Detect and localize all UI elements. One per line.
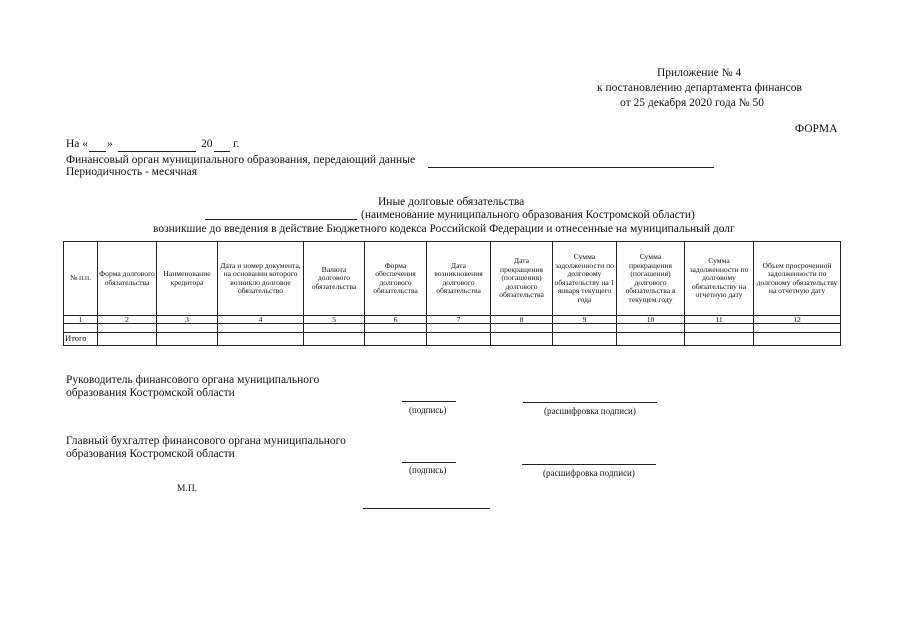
col-number: 4 (218, 316, 304, 324)
col-number: 9 (553, 316, 617, 324)
accountant-title-line2: образования Костромской области (66, 448, 235, 460)
table-cell[interactable] (617, 333, 685, 346)
year-prefix: 20 (201, 138, 213, 150)
col-header: Дата возникновения долгового обязательства (427, 242, 491, 316)
accountant-signature-line (402, 462, 456, 463)
head-title-line2: образования Костромской области (66, 387, 235, 399)
table-cell[interactable] (754, 333, 841, 346)
col-number: 8 (491, 316, 553, 324)
table-cell[interactable] (685, 333, 754, 346)
date-prefix: На « (66, 138, 89, 150)
table-total-row (64, 333, 841, 346)
table-cell[interactable] (754, 324, 841, 333)
head-title-line1: Руководитель финансового органа муниципального (66, 374, 320, 386)
fin-body-label: Финансовый орган муниципального образования, передающий данные (66, 154, 416, 166)
table-cell[interactable] (98, 333, 157, 346)
col-header: Объем просроченной задолженности по долговому обязательству на отчетную дату (754, 242, 841, 316)
table-cell[interactable] (427, 333, 491, 346)
table-cell[interactable] (365, 333, 427, 346)
col-number: 12 (754, 316, 841, 324)
table-cell[interactable] (685, 324, 754, 333)
table-header-row (64, 242, 841, 316)
table-cell[interactable] (553, 324, 617, 333)
municipality-caption: (наименование муниципального образования Костромской области) (361, 209, 695, 221)
col-header: Наименование кредитора (157, 242, 218, 316)
table-cell[interactable] (553, 333, 617, 346)
col-number: 7 (427, 316, 491, 324)
month-blank (118, 151, 196, 152)
table-cell[interactable] (491, 333, 553, 346)
appendix-line1: Приложение № 4 (657, 67, 742, 79)
doc-title: Иные долговые обязательства (378, 196, 525, 208)
col-number: 5 (304, 316, 365, 324)
col-header: Дата прекращения (погашения) долгового обязательства (491, 242, 553, 316)
head-sign-caption: (подпись) (409, 405, 447, 415)
date-mid: » (107, 138, 113, 150)
table-cell[interactable] (304, 324, 365, 333)
table-cell[interactable] (218, 324, 304, 333)
col-number: 1 (64, 316, 98, 324)
table-cell[interactable] (157, 324, 218, 333)
table-row (64, 324, 841, 333)
table-cell[interactable] (427, 324, 491, 333)
doc-subtitle: возникшие до введения в действие Бюджетного кодекса Российской Федерации и отнесенные на муниципальный долг (153, 223, 735, 235)
appendix-line3: от 25 декабря 2020 года № 50 (620, 97, 765, 109)
col-number: 2 (98, 316, 157, 324)
col-number: 11 (685, 316, 754, 324)
year-blank (214, 151, 230, 152)
accountant-sign-caption: (подпись) (409, 465, 447, 475)
table-cell[interactable] (218, 333, 304, 346)
table-cell[interactable] (365, 324, 427, 333)
municipality-blank (205, 219, 357, 220)
table-cell[interactable] (98, 324, 157, 333)
col-header: Форма долгового обязательства (98, 242, 157, 316)
table-cell[interactable] (304, 333, 365, 346)
accountant-title-line1: Главный бухгалтер финансового органа муниципального (66, 435, 346, 447)
col-header: № п.п. (64, 242, 98, 316)
debt-table (63, 241, 841, 346)
periodicity: Периодичность - месячная (66, 166, 198, 178)
table-number-row (64, 316, 841, 324)
accountant-decode-line (522, 464, 656, 465)
col-header: Сумма прекращения (погашения) долгового обязательства в текущем году (617, 242, 685, 316)
col-header: Дата и номер документа, на основании которого возникло долговое обязательство (218, 242, 304, 316)
col-header: Сумма задолженности по долговому обязательству на 1 января текущего года (553, 242, 617, 316)
table-cell[interactable] (64, 324, 98, 333)
appendix-line2: к постановлению департамента финансов (597, 82, 802, 94)
head-decode-line (523, 402, 657, 403)
form-label: ФОРМА (795, 123, 838, 135)
col-number: 10 (617, 316, 685, 324)
table-cell[interactable] (491, 324, 553, 333)
total-label: Итого (64, 333, 98, 346)
stamp-label: М.П. (177, 484, 198, 494)
col-header: Сумма задолженности по долговому обязательству на отчетную дату (685, 242, 754, 316)
table-cell[interactable] (157, 333, 218, 346)
fin-body-blank (428, 167, 714, 168)
table-cell[interactable] (617, 324, 685, 333)
col-header: Форма обеспечения долгового обязательства (365, 242, 427, 316)
year-suffix: г. (233, 138, 240, 150)
bottom-line (363, 508, 490, 509)
head-decode-caption: (расшифровка подписи) (544, 406, 636, 416)
col-header: Валюта долгового обязательства (304, 242, 365, 316)
day-blank (89, 151, 106, 152)
col-number: 3 (157, 316, 218, 324)
accountant-decode-caption: (расшифровка подписи) (543, 468, 635, 478)
head-signature-line (402, 401, 456, 402)
col-number: 6 (365, 316, 427, 324)
